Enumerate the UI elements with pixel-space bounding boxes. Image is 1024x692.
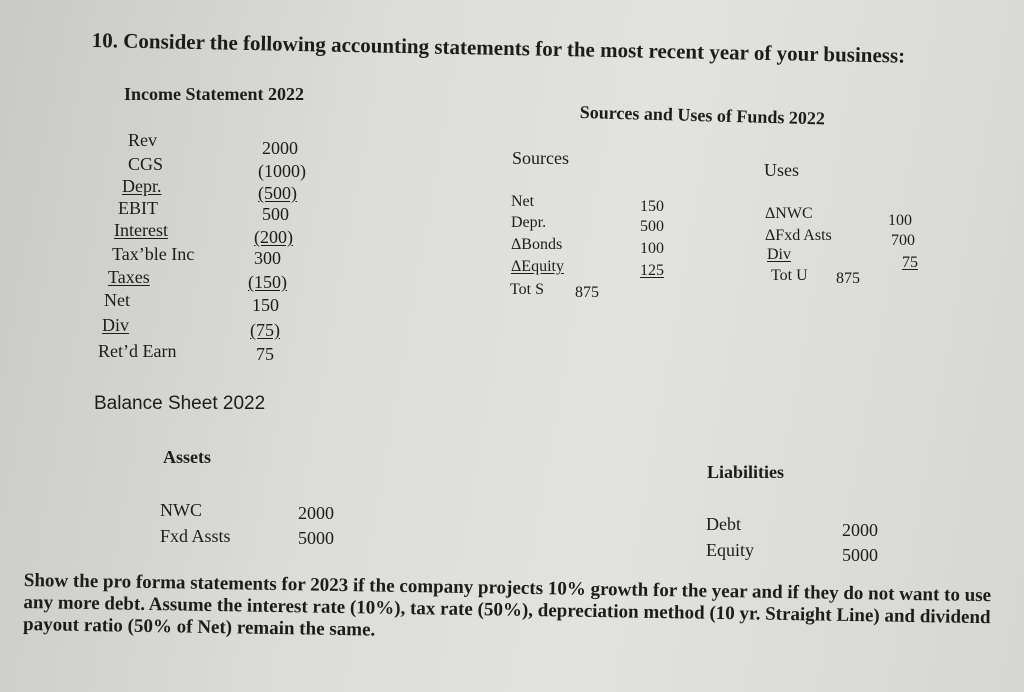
is-value-taxes: (150) xyxy=(248,272,287,292)
is-value-ebit: 500 xyxy=(262,204,289,224)
uses-value-nwc: 100 xyxy=(888,212,912,229)
is-label-retained-earnings: Ret’d Earn xyxy=(98,341,177,361)
liabilities-label-equity: Equity xyxy=(706,540,754,560)
liabilities-label-debt: Debt xyxy=(706,514,741,534)
uses-value-fixed-assets: 700 xyxy=(891,232,915,249)
sources-value-net: 150 xyxy=(640,198,664,215)
sources-label-depr: Depr. xyxy=(511,214,547,231)
uses-label-nwc: ΔNWC xyxy=(765,205,813,222)
sources-header: Sources xyxy=(512,148,569,168)
is-label-depr: Depr. xyxy=(122,176,162,196)
is-value-depr: (500) xyxy=(258,183,297,203)
uses-header: Uses xyxy=(764,160,799,180)
is-label-div: Div xyxy=(102,315,129,335)
assets-label-fixed-assets: Fxd Assts xyxy=(160,526,231,546)
uses-total-value: 875 xyxy=(836,270,860,287)
sources-label-equity: ΔEquity xyxy=(511,258,564,275)
uses-label-div: Div xyxy=(767,246,791,263)
assets-label-nwc: NWC xyxy=(160,500,202,520)
is-value-retained-earnings: 75 xyxy=(256,344,274,364)
is-value-rev: 2000 xyxy=(262,138,298,158)
assets-value-nwc: 2000 xyxy=(298,503,334,523)
assets-header: Assets xyxy=(163,447,211,467)
is-label-cgs: CGS xyxy=(128,154,164,174)
sources-uses-title: Sources and Uses of Funds 2022 xyxy=(579,102,826,129)
is-label-net: Net xyxy=(104,290,130,310)
is-value-taxable-income: 300 xyxy=(254,248,281,268)
sources-value-bonds: 100 xyxy=(640,240,664,257)
sources-value-equity: 125 xyxy=(640,262,664,279)
uses-label-fixed-assets: ΔFxd Asts xyxy=(765,227,832,244)
liabilities-value-equity: 5000 xyxy=(842,545,878,565)
question-title: 10. Consider the following accounting statements for the most recent year of your business: xyxy=(91,28,906,68)
is-label-taxable-income: Tax’ble Inc xyxy=(112,244,195,264)
is-label-rev: Rev xyxy=(128,130,157,150)
is-label-interest: Interest xyxy=(114,220,168,240)
sources-total-value: 875 xyxy=(575,284,599,301)
sources-value-depr: 500 xyxy=(640,218,664,235)
is-label-ebit: EBIT xyxy=(118,198,158,218)
uses-value-div: 75 xyxy=(902,254,918,271)
liabilities-header: Liabilities xyxy=(707,462,785,482)
is-label-taxes: Taxes xyxy=(108,267,150,287)
is-value-div: (75) xyxy=(250,320,280,340)
sources-label-bonds: ΔBonds xyxy=(511,236,563,253)
is-value-interest: (200) xyxy=(254,227,293,247)
income-statement-title: Income Statement 2022 xyxy=(124,84,304,104)
is-value-net: 150 xyxy=(252,295,279,315)
instructions-paragraph: Show the pro forma statements for 2023 if the company projects 10% growth for the year and if they do not want to use any more debt. Assume the interest rate (10%), tax rate (50%), depreciation method (10 yr. Straight Line) and dividend payout ratio (50% of Net) remain the same. xyxy=(22,570,992,641)
is-value-cgs: (1000) xyxy=(258,161,306,181)
liabilities-value-debt: 2000 xyxy=(842,520,878,540)
sources-total-label: Tot S xyxy=(510,281,544,298)
balance-sheet-title: Balance Sheet 2022 xyxy=(94,393,266,414)
uses-total-label: Tot U xyxy=(771,267,808,284)
sources-label-net: Net xyxy=(511,193,535,210)
assets-value-fixed-assets: 5000 xyxy=(298,528,334,548)
